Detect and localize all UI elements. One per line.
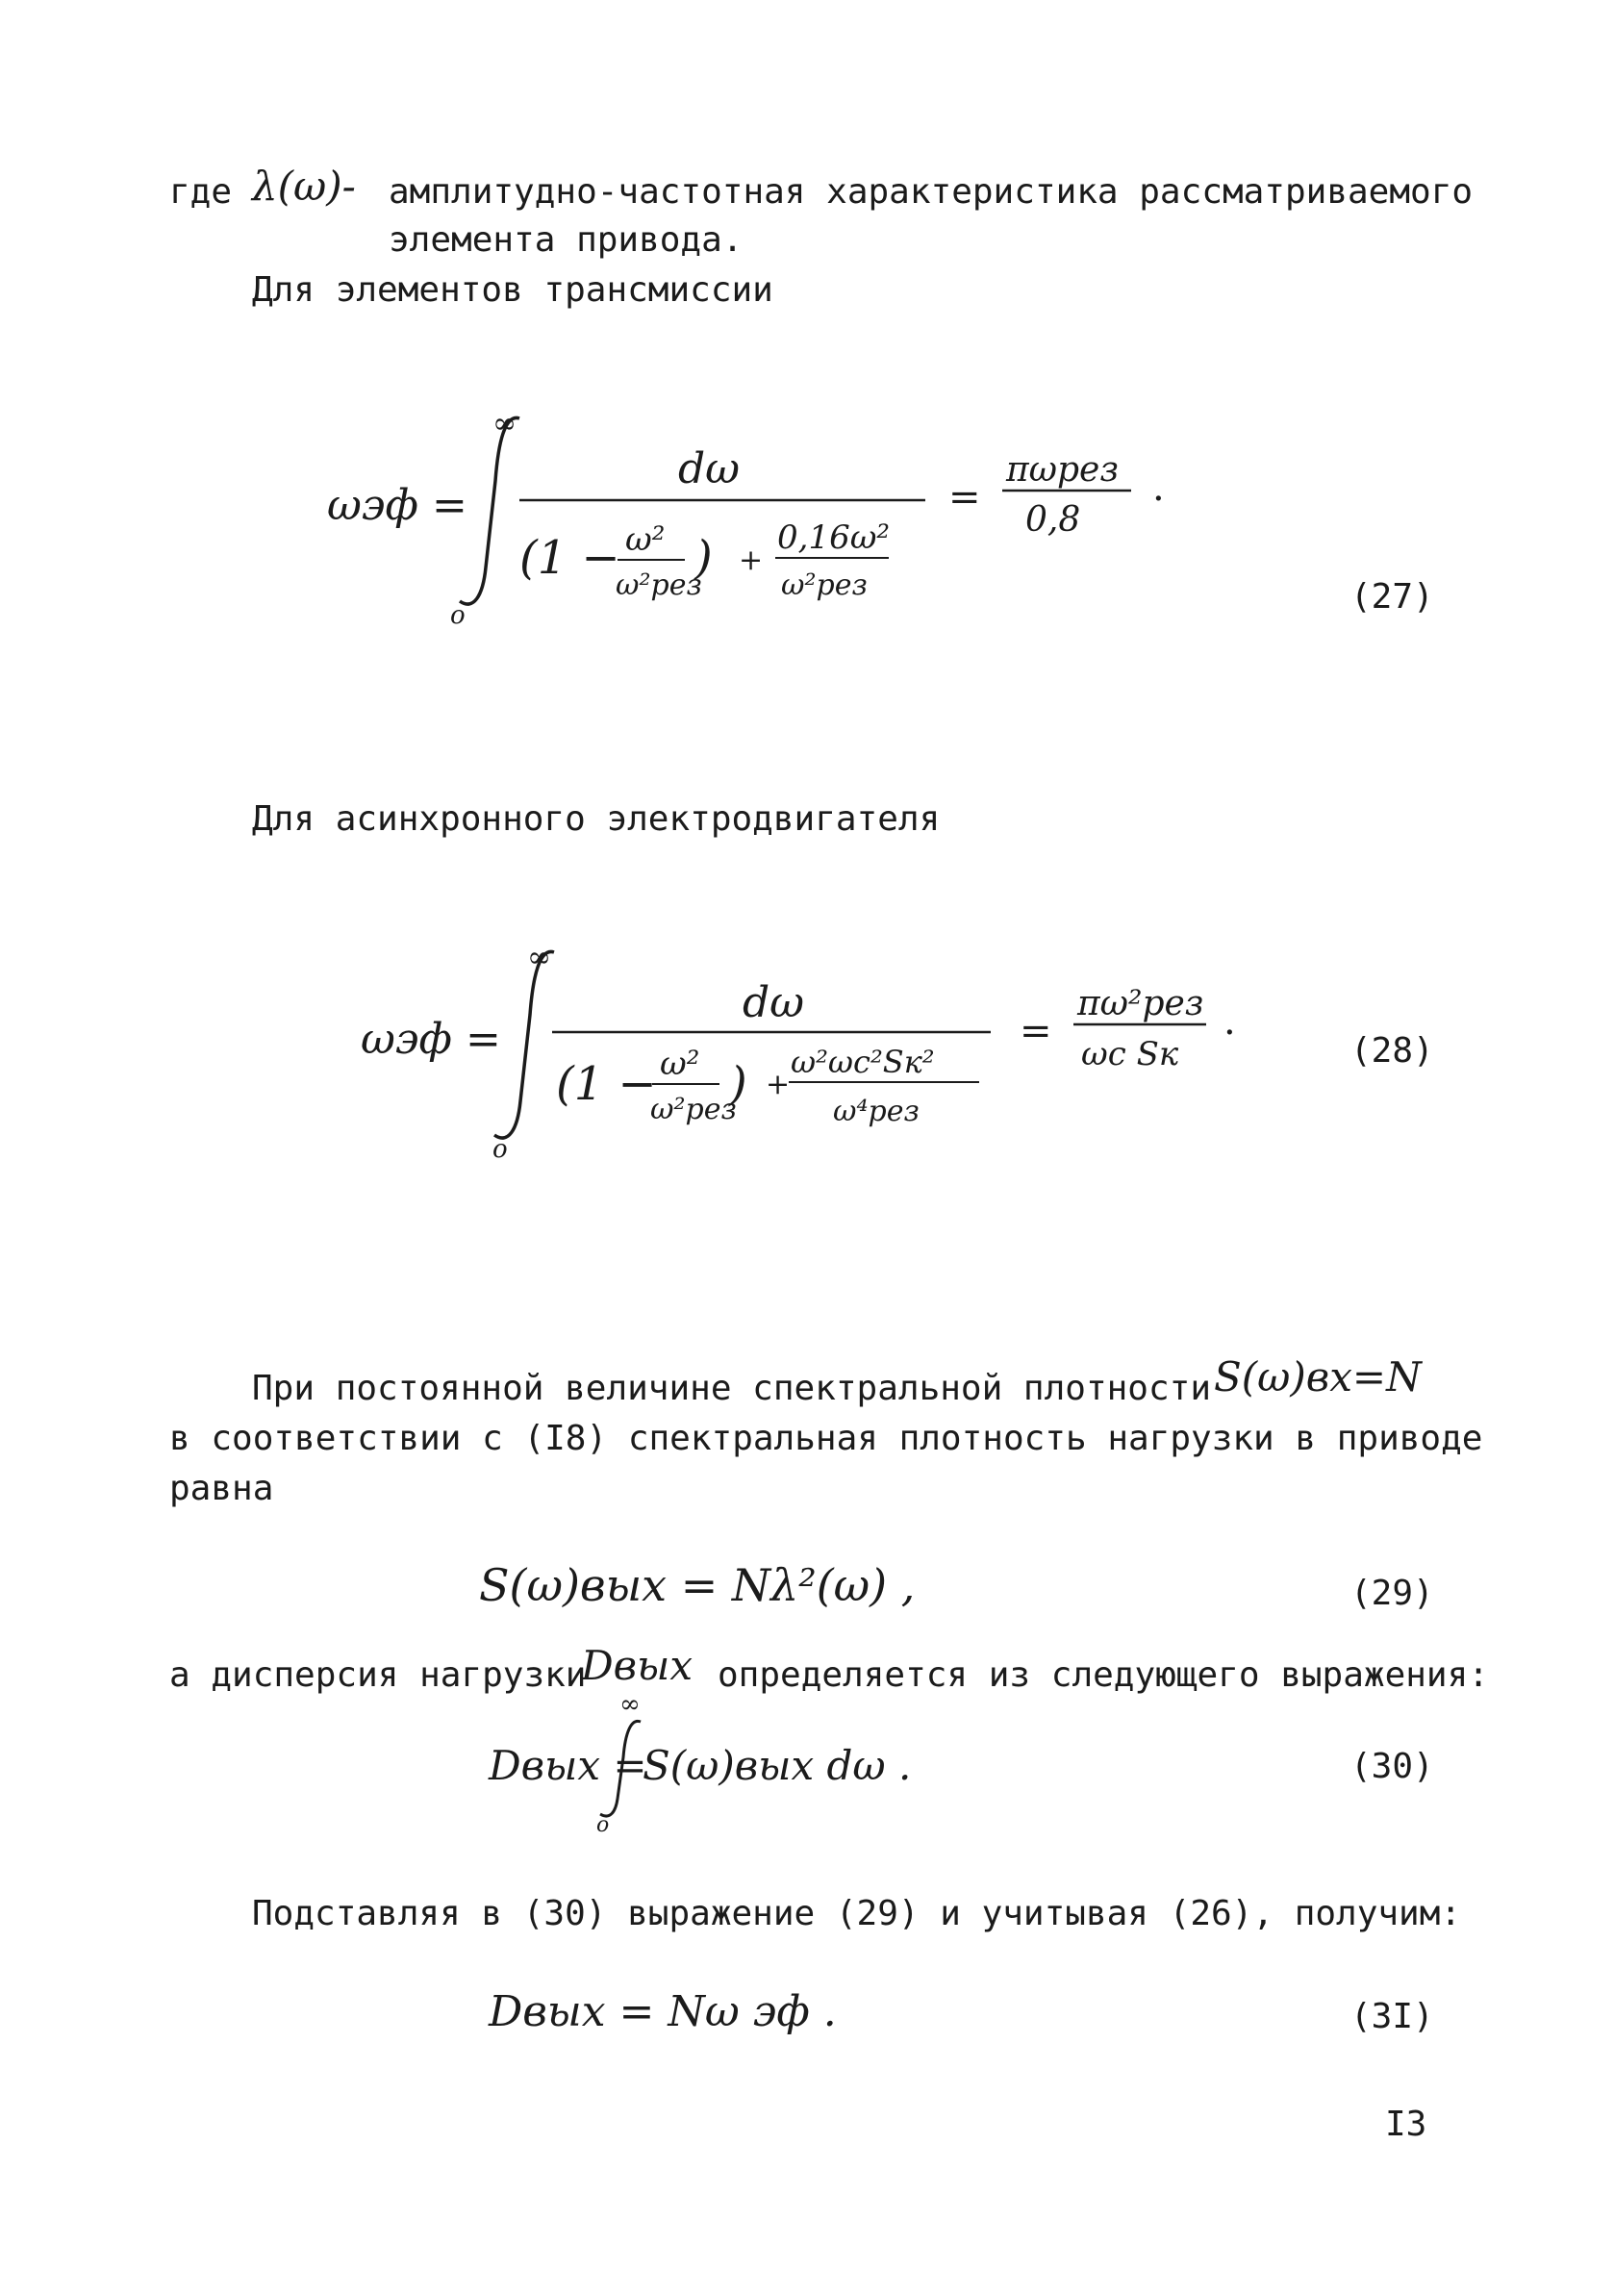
eq27-den-frac2-den: ω²рез: [781, 568, 868, 602]
text-line-accordance: в соответствии с (I8) спектральная плотность нагрузки в приводе: [169, 1419, 1483, 1458]
equation-31: Dвых = Nω эф .: [489, 1987, 837, 2036]
eq27-integral-sign: [460, 417, 519, 604]
eq28-tail: .: [1223, 999, 1236, 1044]
eq27-lhs: ωэф =: [327, 481, 467, 530]
eq28-den-frac2-num: ω²ωc²Sк²: [791, 1044, 935, 1080]
eq30-lower-limit: o: [596, 1813, 610, 1837]
text-line-transmission: Для элементов трансмиссии: [252, 270, 773, 310]
eq28-rhs-den: ωc Sк: [1081, 1035, 1179, 1073]
eq30-number: (30): [1350, 1747, 1434, 1786]
eq28-den-frac-den: ω²рез: [650, 1093, 737, 1126]
eq28-den-frac-num: ω²: [660, 1045, 700, 1083]
lambda-omega-symbol: λ(ω)-: [252, 163, 356, 210]
text-line-equals: равна: [169, 1469, 274, 1508]
eq27-rhs-den: 0,8: [1025, 500, 1081, 540]
eq28-upper-limit: ∞: [527, 941, 551, 974]
text-line-constant-density: При постоянной величине спектральной плотности: [252, 1369, 1211, 1408]
text-line-element: элемента привода.: [389, 220, 744, 260]
text-line-dispersion-b: определяется из следующего выражения:: [718, 1655, 1489, 1695]
eq27-number: (27): [1350, 577, 1434, 617]
eq27-tail: .: [1152, 466, 1165, 510]
text-line-amplitude: амплитудно-частотная характеристика рассматриваемого: [389, 172, 1474, 212]
eq29-number: (29): [1350, 1574, 1434, 1613]
eq28-rhs-num: πω²рез: [1077, 984, 1204, 1023]
eq27-lower-limit: o: [450, 601, 466, 630]
eq28-numerator: dω: [743, 978, 805, 1027]
eq27-numerator: dω: [678, 444, 741, 493]
eq30-lhs: Dвых =: [489, 1742, 647, 1789]
eq30-body: S(ω)вых dω .: [643, 1742, 912, 1789]
eq28-den-frac2-den: ω⁴рез: [833, 1095, 920, 1128]
eq28-den-plus: +: [766, 1068, 791, 1101]
eq27-den-frac-num: ω²: [625, 520, 666, 559]
eq28-lhs: ωэф =: [361, 1015, 501, 1064]
eq30-upper-limit: ∞: [619, 1690, 641, 1719]
input-spectral-density-symbol: S(ω)вх=N: [1214, 1353, 1422, 1400]
page-number: I3: [1385, 2105, 1427, 2144]
eq27-upper-limit: ∞: [492, 407, 517, 441]
eq28-number: (28): [1350, 1031, 1434, 1071]
eq28-integral-sign: [494, 951, 554, 1138]
eq27-den-close: ): [694, 531, 713, 585]
eq27-den-frac2-num: 0,16ω²: [777, 518, 891, 557]
eq28-equals: =: [1020, 1009, 1052, 1053]
text-line-substituting: Подставляя в (30) выражение (29) и учитывая (26), получим:: [252, 1894, 1462, 1933]
eq27-equals: =: [948, 475, 981, 519]
eq28-den-close: ): [729, 1057, 747, 1111]
eq31-number: (3I): [1350, 1997, 1434, 2036]
word-gde: где: [169, 172, 233, 212]
dispersion-symbol: Dвых: [581, 1642, 694, 1689]
eq27-den-frac-den: ω²рез: [616, 568, 702, 602]
eq28-den-open: (1 −: [556, 1057, 657, 1111]
text-line-gde: [169, 171, 232, 214]
text-line-async-motor: Для асинхронного электродвигателя: [252, 799, 941, 839]
eq27-rhs-num: πωрез: [1006, 450, 1119, 490]
eq27-den-plus: +: [739, 543, 764, 577]
eq27-den-open: (1 −: [519, 531, 620, 585]
text-line-dispersion-a: а дисперсия нагрузки: [169, 1655, 587, 1695]
eq28-lower-limit: o: [492, 1135, 508, 1164]
equation-29: S(ω)вых = Nλ²(ω) ,: [479, 1559, 916, 1611]
